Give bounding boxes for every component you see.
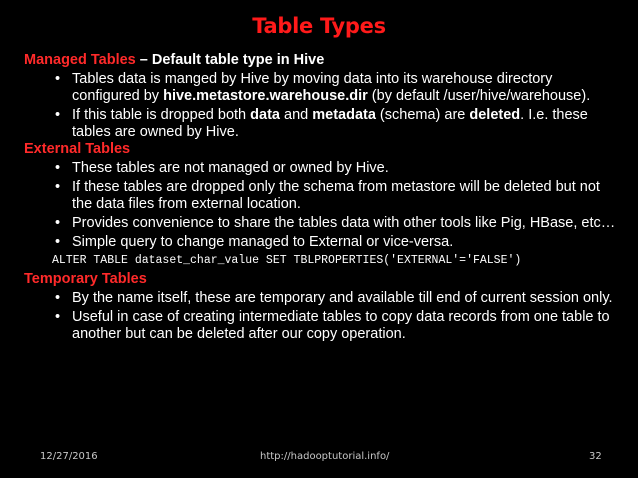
bullet-dot: • [55, 215, 61, 231]
footer-date: 12/27/2016 [40, 451, 98, 462]
footer-url: http://hadooptutorial.info/ [260, 451, 390, 462]
bullet-dot: • [55, 234, 61, 250]
bullet-dot: • [55, 71, 61, 87]
bullet-item: • If these tables are dropped only the schema from metastore will be deleted but not the data files from external location. [55, 179, 600, 212]
bullet-item: • Useful in case of creating intermediate tables to copy data records from one table to another but can be deleted after our copy operation. [55, 309, 610, 342]
bullet-dot: • [55, 290, 61, 306]
bullet-item: • Provides convenience to share the tables data with other tools like Pig, HBase, etc… [55, 215, 616, 231]
section-heading-temporary: Temporary Tables [24, 271, 147, 287]
code-snippet: ALTER TABLE dataset_char_value SET TBLPROPERTIES('EXTERNAL'='FALSE') [52, 254, 522, 267]
bullet-item: • Tables data is manged by Hive by moving data into its warehouse directory configured by hive.metastore.warehouse.dir (by default /user/hive/warehouse). [55, 71, 591, 104]
bullet-list-external [24, 160, 624, 251]
bullet-dot: • [55, 179, 61, 195]
bullet-list-temporary [24, 290, 624, 343]
bullet-dot: • [55, 160, 61, 176]
bullet-list-managed [24, 71, 624, 141]
slide-title: Table Types [252, 14, 386, 38]
slide-content [24, 52, 624, 343]
bullet-dot: • [55, 309, 61, 325]
bullet-item: • If this table is dropped both data and metadata (schema) are deleted. I.e. these tables are owned by Hive. [55, 107, 588, 140]
bullet-dot: • [55, 107, 61, 123]
footer-page-number: 32 [589, 451, 602, 462]
bullet-item: • Simple query to change managed to External or vice-versa. [55, 234, 454, 250]
bullet-item: • By the name itself, these are temporary and available till end of current session only. [55, 290, 613, 306]
bullet-item: • These tables are not managed or owned by Hive. [55, 160, 389, 176]
section-heading-managed: Managed Tables – Default table type in Hive [24, 52, 325, 68]
section-heading-external: External Tables [24, 141, 131, 157]
